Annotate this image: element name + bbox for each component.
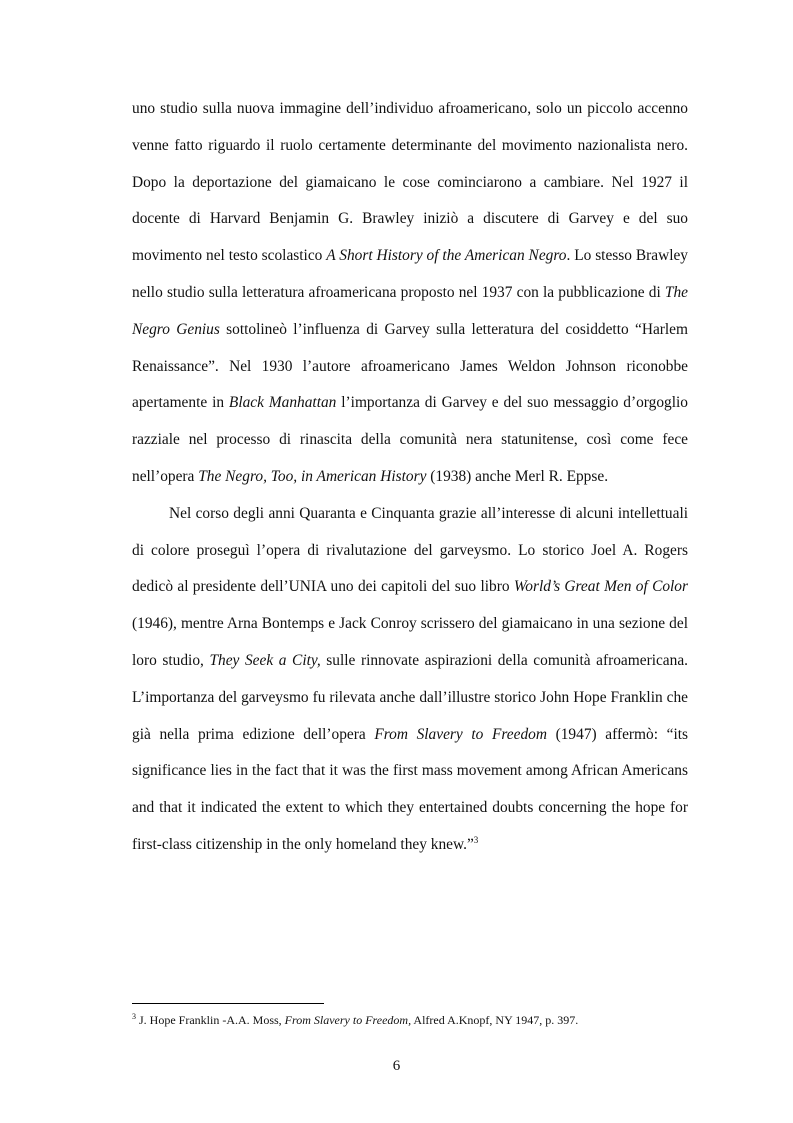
footnote-reference[interactable]: 3 [473, 834, 479, 845]
page-number: 6 [392, 1058, 401, 1074]
text-run: l’importanza di Garvey e del suo messaggio d’orgoglio razziale nel processo di rinascita della comunità nera statunitense, così come fece nell’opera [132, 394, 688, 485]
book-title: The Negro Genius [132, 283, 688, 338]
text-run: (1947) affermò: “its significance lies in the fact that it was the first mass movement among African Americans and that it indicated the extent to which they entertained doubts concerning the hope for first-class citizenship in the only homeland they knew.” [132, 725, 688, 853]
book-title: They Seek a City, [209, 651, 321, 669]
book-title: Black Manhattan [228, 394, 337, 412]
paragraph [132, 91, 688, 496]
paragraph [132, 496, 688, 864]
footnote-divider [132, 1003, 324, 1004]
book-title: A Short History of the American Negro [326, 247, 567, 265]
text-run: sulle rinnovate aspirazioni della comunità afroamericana. L’importanza del garveysmo fu rilevata anche dall’illustre storico John Hope Franklin che già nella prima edizione dell’opera [132, 651, 689, 743]
footnote-number: 3 [132, 1012, 136, 1021]
text-run: Nel corso degli anni Quaranta e Cinquanta grazie all’interesse di alcuni intellettuali di colore proseguì l’opera di rivalutazione del garveysmo. Lo storico Joel A. Rogers dedicò al presidente dell’UNIA uno dei capitoli del suo libro [132, 504, 688, 596]
text-run: (1938) anche Merl R. Eppse. [426, 467, 609, 485]
text-run: uno studio sulla nuova immagine dell’individuo afroamericano, solo un piccolo accenno venne fatto riguardo il ruolo certamente determinante del movimento nazionalista nero. Dopo la deportazione del giamaicano le cose cominciarono a cambiare. Nel 1927 il docente di Harvard Benjamin G. Brawley iniziò a discutere di Garvey e del suo movimento nel testo scolastico [132, 100, 688, 265]
text-run: (1946), mentre Arna Bontemps e Jack Conroy scrissero del giamaicano in una sezione del loro studio, [132, 615, 688, 669]
text-run: J. Hope Franklin -A.A. Moss, [136, 1013, 285, 1027]
text-run: Alfred A.Knopf, NY 1947, p. 397. [411, 1013, 579, 1027]
body-text [132, 91, 688, 864]
footnote [132, 1013, 692, 1028]
book-title: World’s Great Men of Color [513, 578, 688, 596]
book-title: From Slavery to Freedom, [284, 1013, 412, 1027]
text-run: . Lo stesso Brawley nello studio sulla letteratura afroamericana proposto nel 1937 con la pubblicazione di [132, 247, 688, 301]
book-title: The Negro, Too, in American History [198, 467, 427, 485]
book-title: From Slavery to Freedom [374, 725, 547, 743]
text-run: sottolineò l’influenza di Garvey sulla letteratura del cosiddetto “Harlem Renaissance”. Nel 1930 l’autore afroamericano James Weldon Johnson riconobbe apertamente in [132, 320, 688, 412]
